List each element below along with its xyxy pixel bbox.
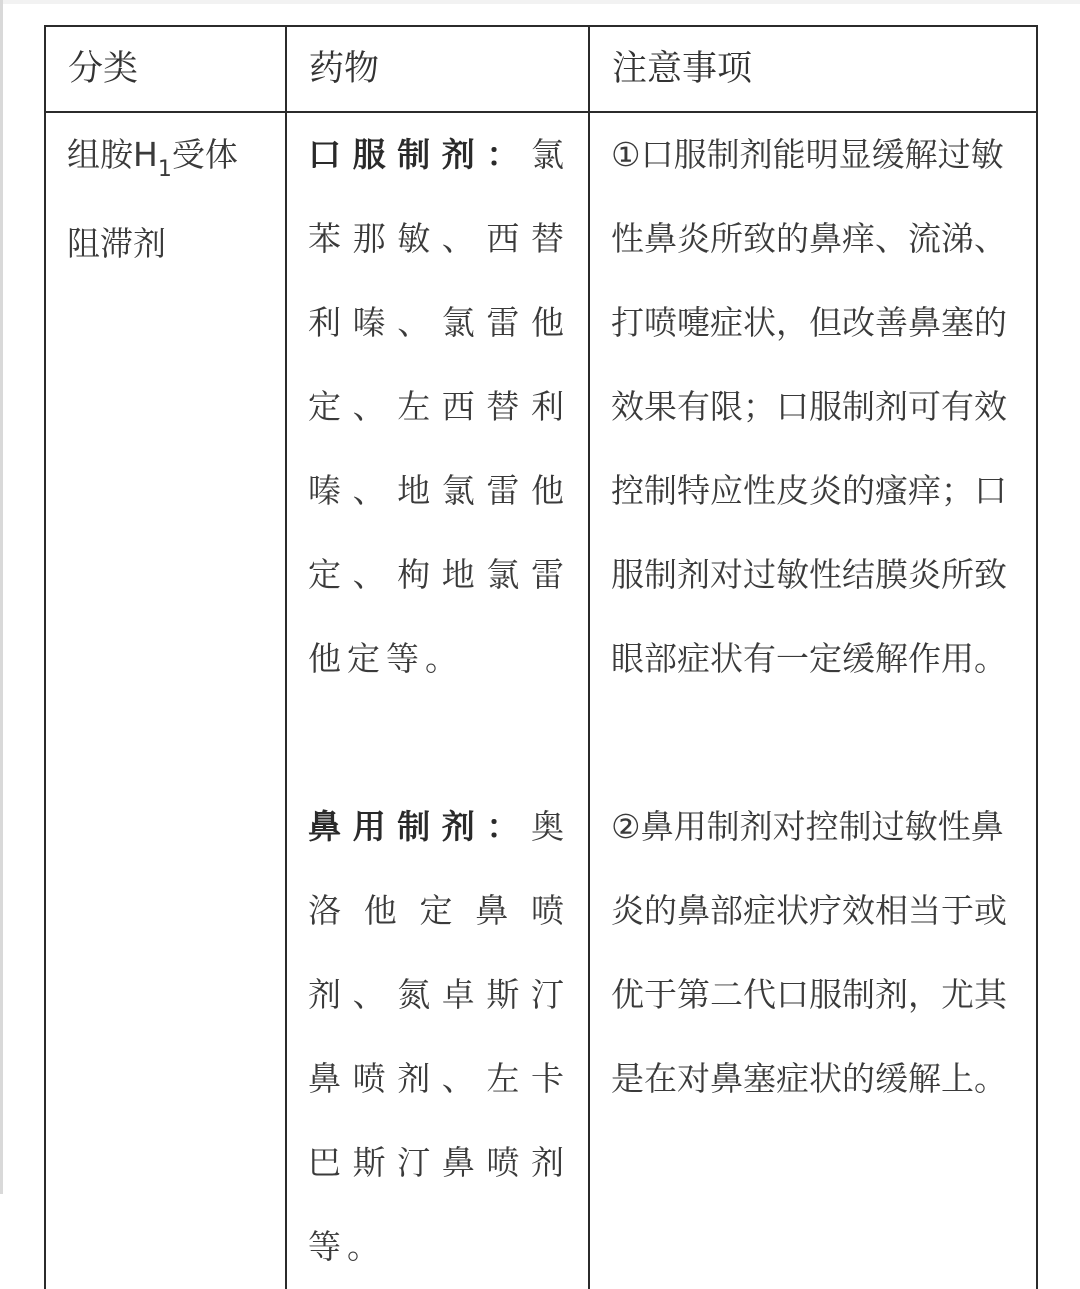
oral-drugs — [287, 113, 588, 701]
drug-cell — [286, 112, 589, 1289]
nasal-label: 鼻用制剂： — [308, 807, 531, 846]
category-cell — [45, 112, 286, 1289]
note-2: ②鼻用制剂对控制过敏性鼻炎的鼻部症状疗效相当于或优于第二代口服制剂，尤其是在对鼻塞症状的缓解上。 — [611, 807, 1007, 1098]
category-text — [46, 113, 285, 286]
header-drug: 药物 — [309, 49, 380, 89]
oral-label: 口服制剂： — [308, 135, 531, 174]
spacer — [287, 701, 588, 785]
category-subscript: 1 — [157, 157, 172, 182]
nasal-drugs — [287, 785, 588, 1289]
oral-text: 氯苯那敏、西替利嗪、氯雷他定、左西替利嗪、地氯雷他定、枸地氯雷他定等。 — [308, 135, 570, 678]
notes-cell — [589, 112, 1037, 1289]
left-edge-line — [0, 0, 3, 1194]
table-header-row — [45, 26, 1037, 112]
category-suffix: 受体阻滞剂 — [67, 135, 238, 263]
table-row — [45, 112, 1037, 1289]
header-cell-category — [45, 26, 286, 112]
note-1: ①口服制剂能明显缓解过敏性鼻炎所致的鼻痒、流涕、打喷嚏症状，但改善鼻塞的效果有限；口服制剂可有效控制特应性皮炎的瘙痒；口服制剂对过敏性结膜炎所致眼部症状有一定缓解作用。 — [611, 135, 1007, 678]
category-prefix: 组胺H — [67, 135, 158, 174]
header-category: 分类 — [68, 49, 139, 89]
top-edge-strip — [0, 0, 1080, 4]
header-notes: 注意事项 — [612, 49, 753, 89]
spacer — [590, 701, 1036, 785]
drug-table — [44, 25, 1038, 1289]
header-cell-drug — [286, 26, 589, 112]
header-cell-notes — [589, 26, 1037, 112]
nasal-text: 奥洛他定鼻喷剂、氮卓斯汀鼻喷剂、左卡巴斯汀鼻喷剂等。 — [308, 807, 570, 1266]
